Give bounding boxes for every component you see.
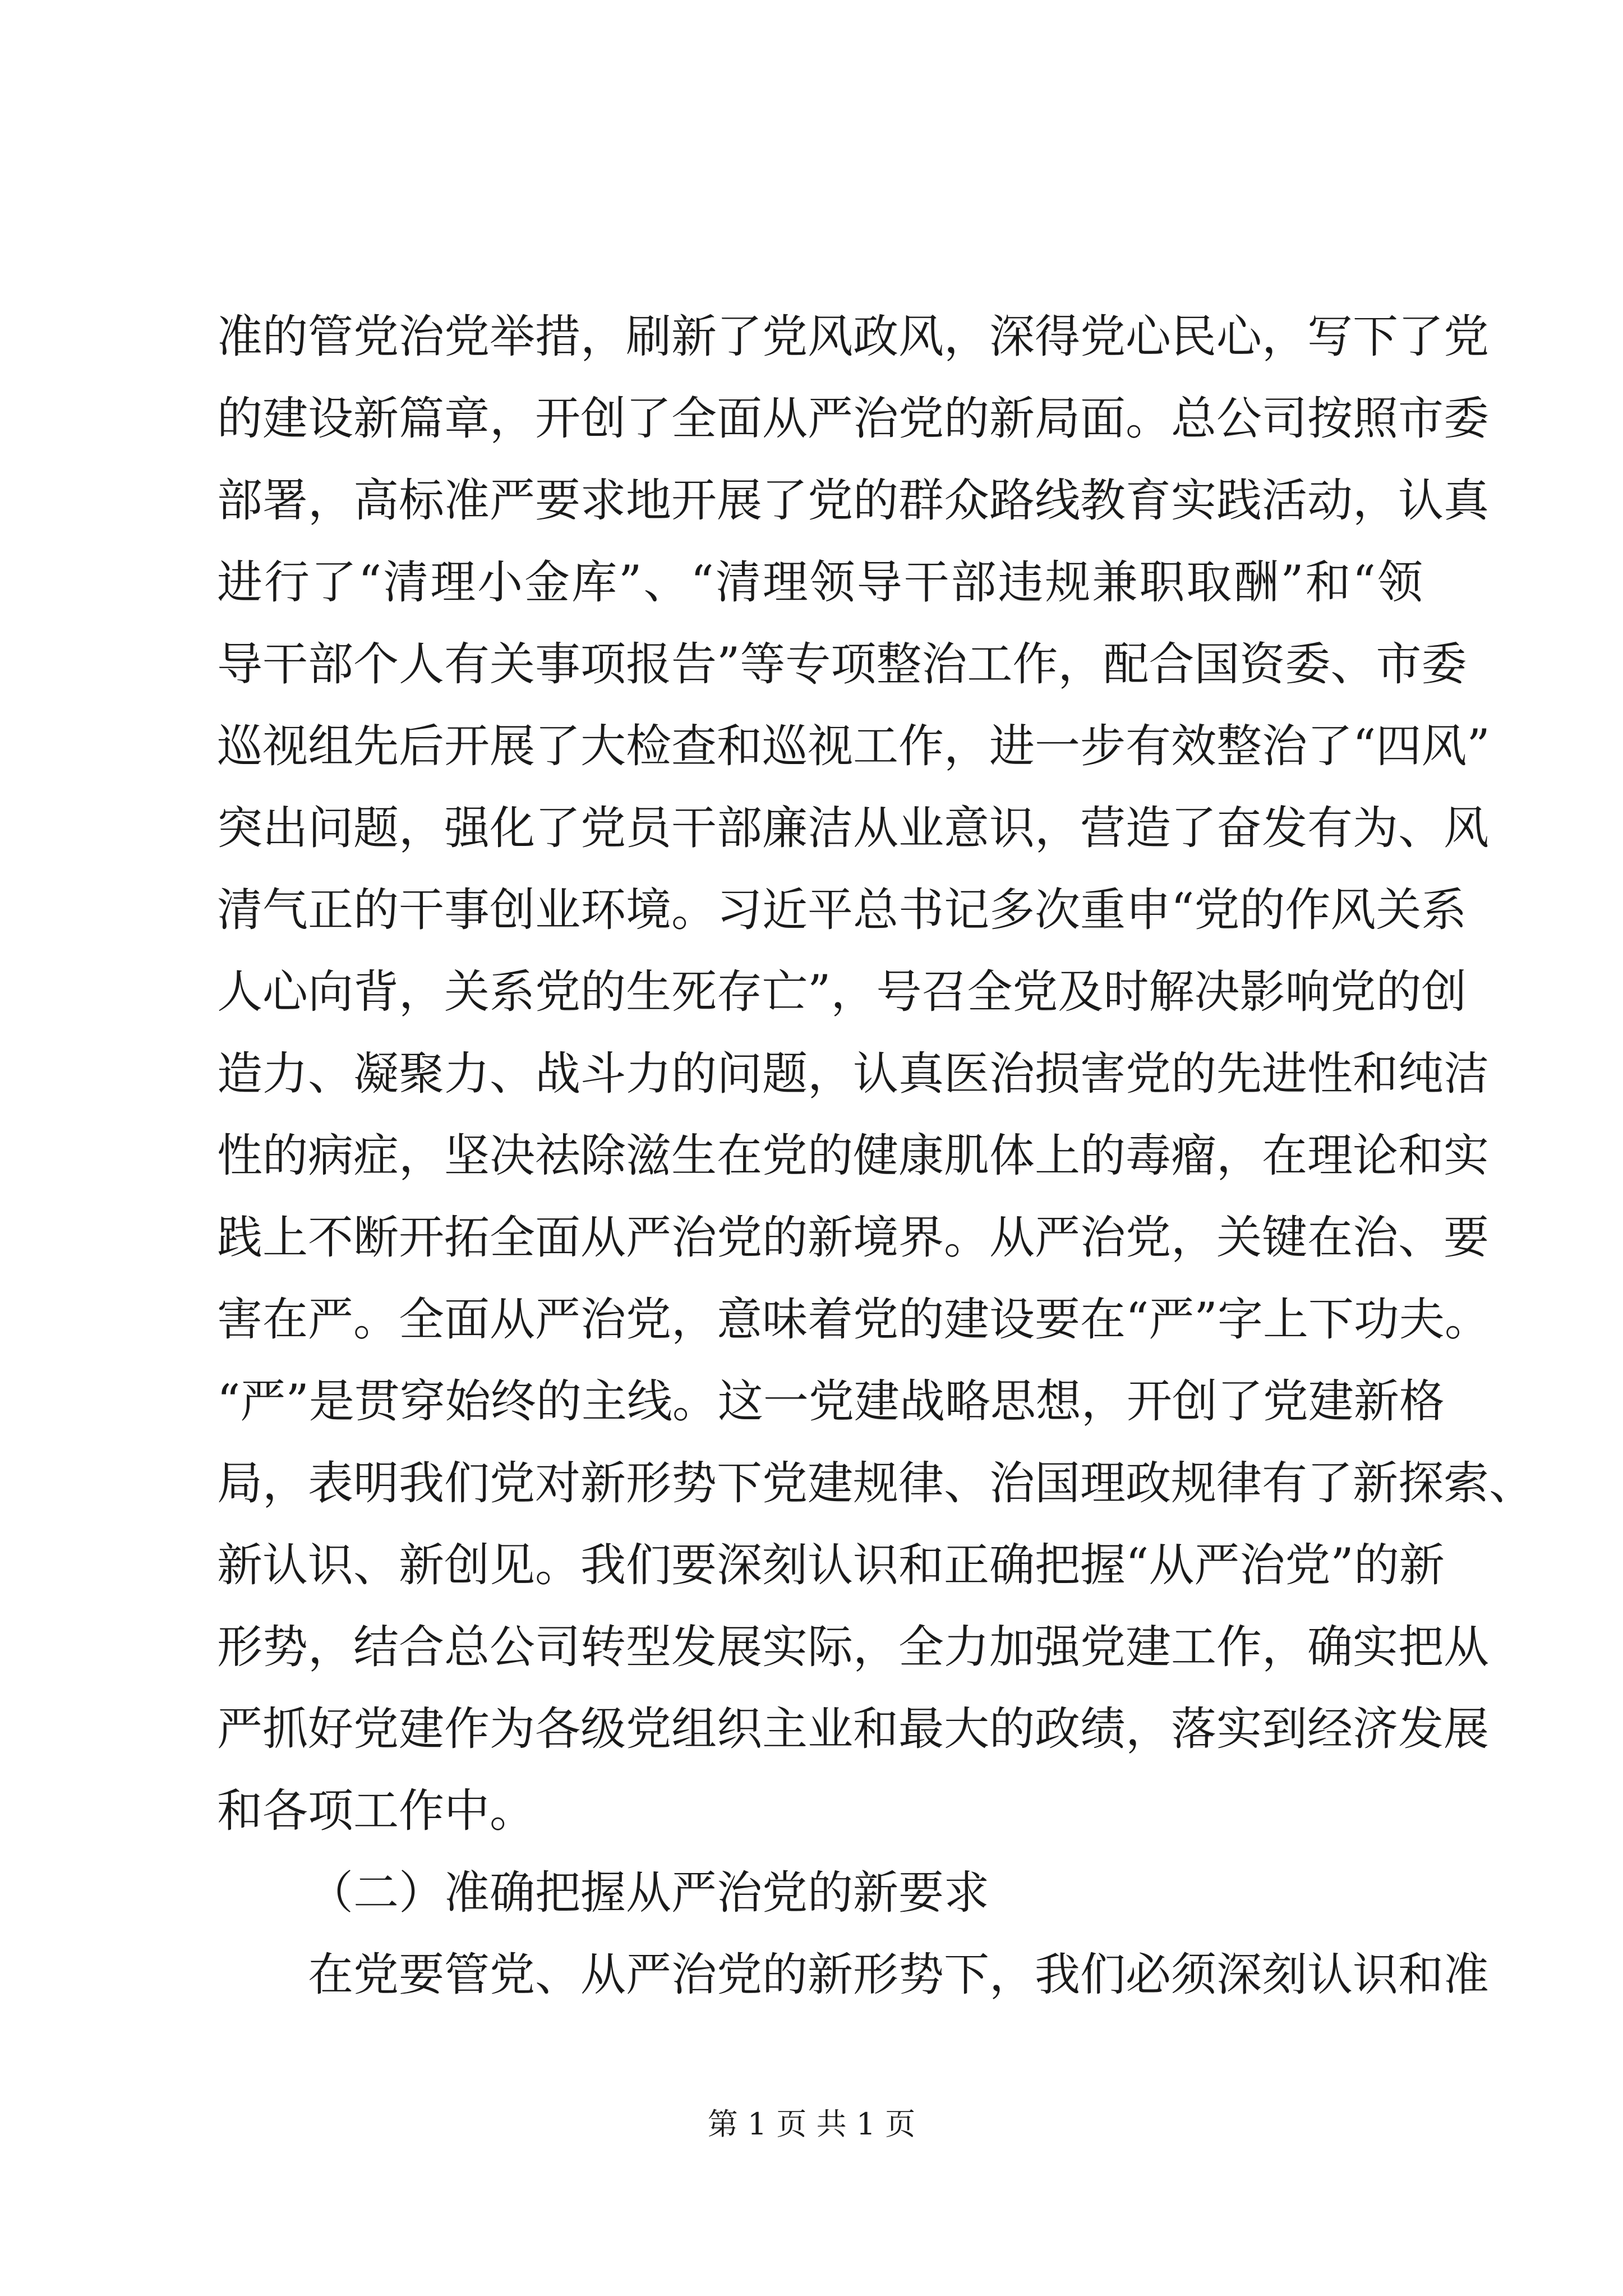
text-line: 进行了“清理小金库”、“清理领导干部违规兼职取酬”和“领	[217, 556, 1423, 609]
text-line: 的建设新篇章，开创了全面从严治党的新局面。总公司按照市委	[217, 393, 1490, 445]
text-line: 害在严。全面从严治党，意味着党的建设要在“严”字上下功夫。	[217, 1294, 1490, 1346]
text-line: 性的病症，坚决祛除滋生在党的健康肌体上的毒瘤，在理论和实	[217, 1130, 1490, 1182]
text-line: 巡视组先后开展了大检查和巡视工作，进一步有效整治了“四风”	[217, 720, 1490, 773]
text-line: 造力、凝聚力、战斗力的问题，认真医治损害党的先进性和纯洁	[217, 1048, 1490, 1101]
text-line: 准的管党治党举措，刷新了党风政风，深得党心民心，写下了党	[217, 311, 1490, 364]
page-footer: 第 1 页 共 1 页	[707, 2106, 916, 2142]
text-line: 局，表明我们党对新形势下党建规律、治国理政规律有了新探索、	[217, 1457, 1535, 1510]
text-line: “严”是贯穿始终的主线。这一党建战略思想，开创了党建新格	[217, 1375, 1445, 1428]
text-line: 部署，高标准严要求地开展了党的群众路线教育实践活动，认真	[217, 475, 1490, 527]
text-line: 导干部个人有关事项报告”等专项整治工作，配合国资委、市委	[217, 638, 1467, 691]
text-line: 践上不断开拓全面从严治党的新境界。从严治党，关键在治、要	[217, 1212, 1490, 1264]
text-line: 人心向背，关系党的生死存亡”，号召全党及时解决影响党的创	[217, 966, 1467, 1019]
section-heading: （二）准确把握从严治党的新要求	[308, 1867, 990, 1920]
text-line: 和各项工作中。	[217, 1785, 536, 1838]
text-line: 严抓好党建作为各级党组织主业和最大的政绩，落实到经济发展	[217, 1703, 1490, 1756]
text-line: 突出问题，强化了党员干部廉洁从业意识，营造了奋发有为、风	[217, 802, 1490, 855]
text-line: 形势，结合总公司转型发展实际，全力加强党建工作，确实把从	[217, 1621, 1490, 1674]
text-line: 清气正的干事创业环境。习近平总书记多次重申“党的作风关系	[217, 884, 1467, 937]
text-line: 新认识、新创见。我们要深刻认识和正确把握“从严治党”的新	[217, 1539, 1445, 1592]
body-text	[217, 296, 1535, 2016]
paragraph-start: 在党要管党、从严治党的新形势下，我们必须深刻认识和准	[308, 1949, 1490, 2001]
